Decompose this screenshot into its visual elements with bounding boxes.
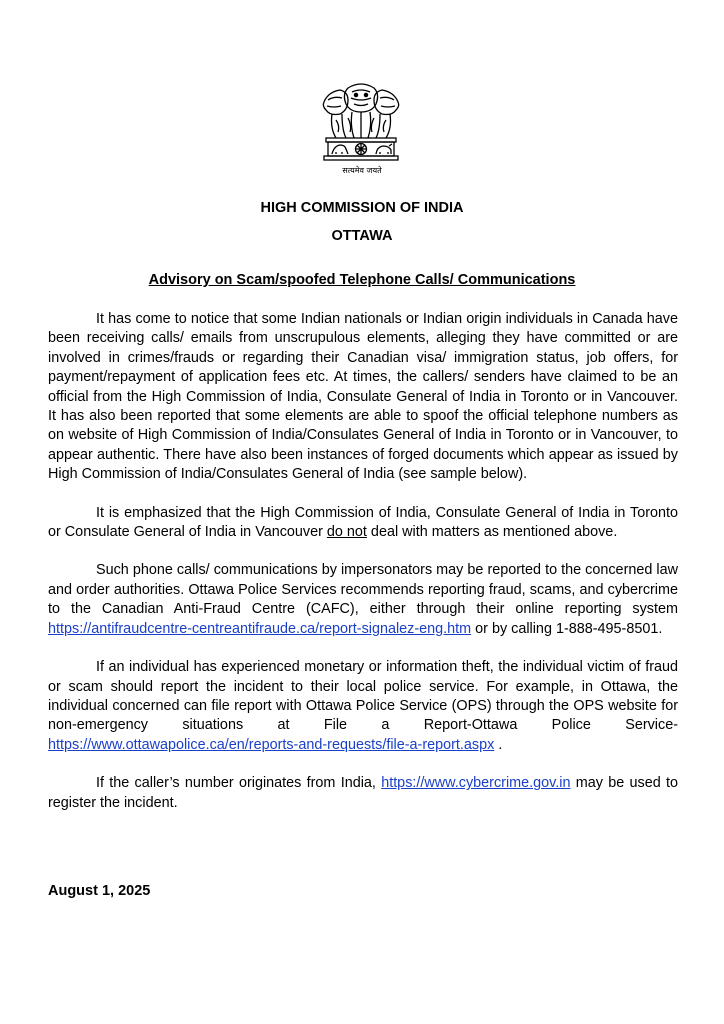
theft-text-b: . [494,736,503,753]
reporting-text-b: or by calling 1-888-495-8501. [471,620,663,637]
advisory-body [48,310,678,832]
mission-title: HIGH COMMISSION OF INDIA [260,200,464,216]
india-text-b: may be used to register the incident. [48,775,678,811]
india-text-a: If the caller’s number originates from India, [96,775,382,792]
paragraph-emphasis [48,504,678,543]
cybercrime-gov-link[interactable]: https://www.cybercrime.gov.in [381,775,571,792]
theft-text-a: If an individual has experienced monetary or information theft, the individual victim of fraud or scam should report the incident to their local police service. For example, in Ottawa, the individual concerned can file report with Ottawa Police Service (OPS) through the OPS website for non-emergency situations at File a Report-Ottawa Police Service- [48,659,678,734]
advisory-date: August 1, 2025 [48,883,151,899]
paragraph-scam-notice: It has come to notice that some Indian nationals or Indian origin individuals in Canada have been receiving calls/ emails from unscrupulous elements, alleging they have committed or are involved in crimes/frauds or regarding their Canadian visa/ immigration status, job offers, for payment/repayment of application fees etc. At times, the callers/ senders have claimed to be an official from the High Commission of India, Consulate General of India in Toronto or in Vancouver. It has also been reported that some elements are able to spoof the official telephone numbers as on website of High Commission of India/Consulates General of India in Toronto or in Vancouver, to appear authentic. There have also been instances of forged documents which appear as issued by High Commission of India/Consulates General of India (see sample below). [48,311,678,483]
paragraph-reporting [48,561,678,639]
advisory-subject: Advisory on Scam/spoofed Telephone Calls/ Communications [148,272,576,288]
emphasis-text-b: deal with matters as mentioned above. [366,524,618,541]
cafc-report-link[interactable]: https://antifraudcentre-centreantifraude.ca/report-signalez-eng.htm [48,620,472,637]
emphasis-do-not: do not [326,524,367,541]
ottawa-police-report-link[interactable]: https://www.ottawapolice.ca/en/reports-and-requests/file-a-report.aspx [48,736,495,753]
emphasis-text-a: It is emphasized that the High Commission of India, Consulate General of India in Toronto or Consulate General of India in Vancouver [48,504,678,541]
paragraph-theft [48,658,678,755]
emblem-motto: सत्यमेव जयते [342,166,382,175]
reporting-text-a: Such phone calls/ communications by impersonators may be reported to the concerned law and order authorities. Ottawa Police Services recommends reporting fraud, scams, and cybercrime to the Canadian Anti-Fraud Centre (CAFC), either through their online reporting system [48,562,678,618]
mission-city: OTTAWA [331,228,393,244]
paragraph-india-caller [48,774,678,813]
national-emblem-icon [318,80,404,178]
